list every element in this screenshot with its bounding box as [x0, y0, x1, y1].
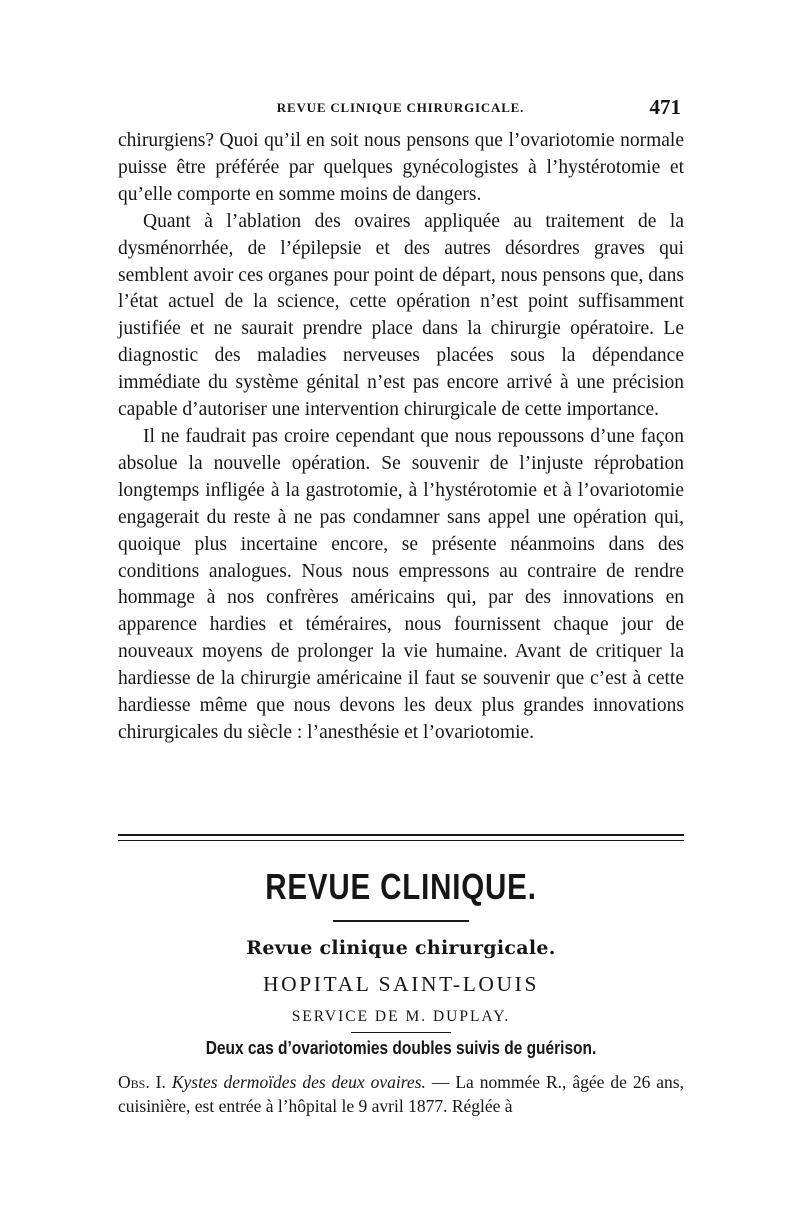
observation-italic-title: Kystes dermoïdes des deux ovaires. [171, 1072, 426, 1092]
observation-label: Obs. I. [118, 1072, 166, 1092]
section-title: REVUE CLINIQUE. [265, 866, 537, 907]
paragraph-new-operation: Il ne faudrait pas croire cependant que nous repoussons d’une façon absolue la nouvelle opération. Se souvenir de l’injuste réprobation longtemps infligée à la gastrotomie, à l’hystérotomie et à l’ovariotomie engagerait du reste à ne pas condamner sans appel une opération qui, quoique plus incertaine encore, se présente néanmoins dans des conditions analogues. Nous nous empressons au contraire de rendre hommage à nos confrères américains qui, par des innovations en apparence hardies et téméraires, nous fournissent chaque jour de nouveaux moyens de prolonger la vie humaine. Avant de critiquer la hardiesse de la chirurgie américaine il faut se souvenir que c’est à cette hardiesse même que nous devons les deux plus grandes innovations chirurgicales du siècle : l’anesthésie et l’ovariotomie. [118, 425, 684, 743]
observation-text [118, 1070, 684, 1118]
subsection-title: Revue clinique chirurgicale. [246, 937, 556, 959]
observation-body: — La nommée R., âgée de 26 ans, cuisinière, est entrée à l’hôpital le 9 avril 1877. Réglée à [118, 1072, 684, 1116]
running-title: REVUE CLINIQUE CHIRURGICALE. [276, 100, 525, 115]
running-header [118, 96, 683, 120]
section-title-rule [333, 920, 469, 922]
service-rule [351, 1032, 451, 1033]
paragraph-ovarian-ablation: Quant à l’ablation des ovaires appliquée au traitement de la dysménorrhée, de l’épilepsie et des autres désordres graves qui semblent avoir ces organes pour point de départ, nous pensons que, dans l’état actuel de la science, cette opération n’est point suffisamment justifiée et ne saurait prendre place dans la chirurgie opératoire. Le diagnostic des maladies nerveuses placées sous la dépendance immédiate du système génital n’est pas encore arrivé à une précision capable d’autoriser une intervention chirurgicale de cette importance. [118, 210, 684, 421]
body-text [118, 128, 684, 747]
paragraph-continuation: chirurgiens? Quoi qu’il en soit nous pensons que l’ovariotomie normale puisse être préférée par quelques gynécologistes à l’hystérotomie et qu’elle comporte en somme moins de dangers. [118, 130, 684, 205]
service-heading: SERVICE DE M. DUPLAY. [291, 1008, 511, 1025]
section-divider-thin [118, 840, 684, 841]
case-title: Deux cas d’ovariotomies doubles suivis de guérison. [205, 1038, 597, 1058]
page-number: 471 [649, 95, 681, 119]
hospital-heading: HOPITAL SAINT-LOUIS [262, 972, 539, 996]
observation-paragraph [118, 1070, 684, 1118]
section-divider-thick [118, 834, 684, 836]
